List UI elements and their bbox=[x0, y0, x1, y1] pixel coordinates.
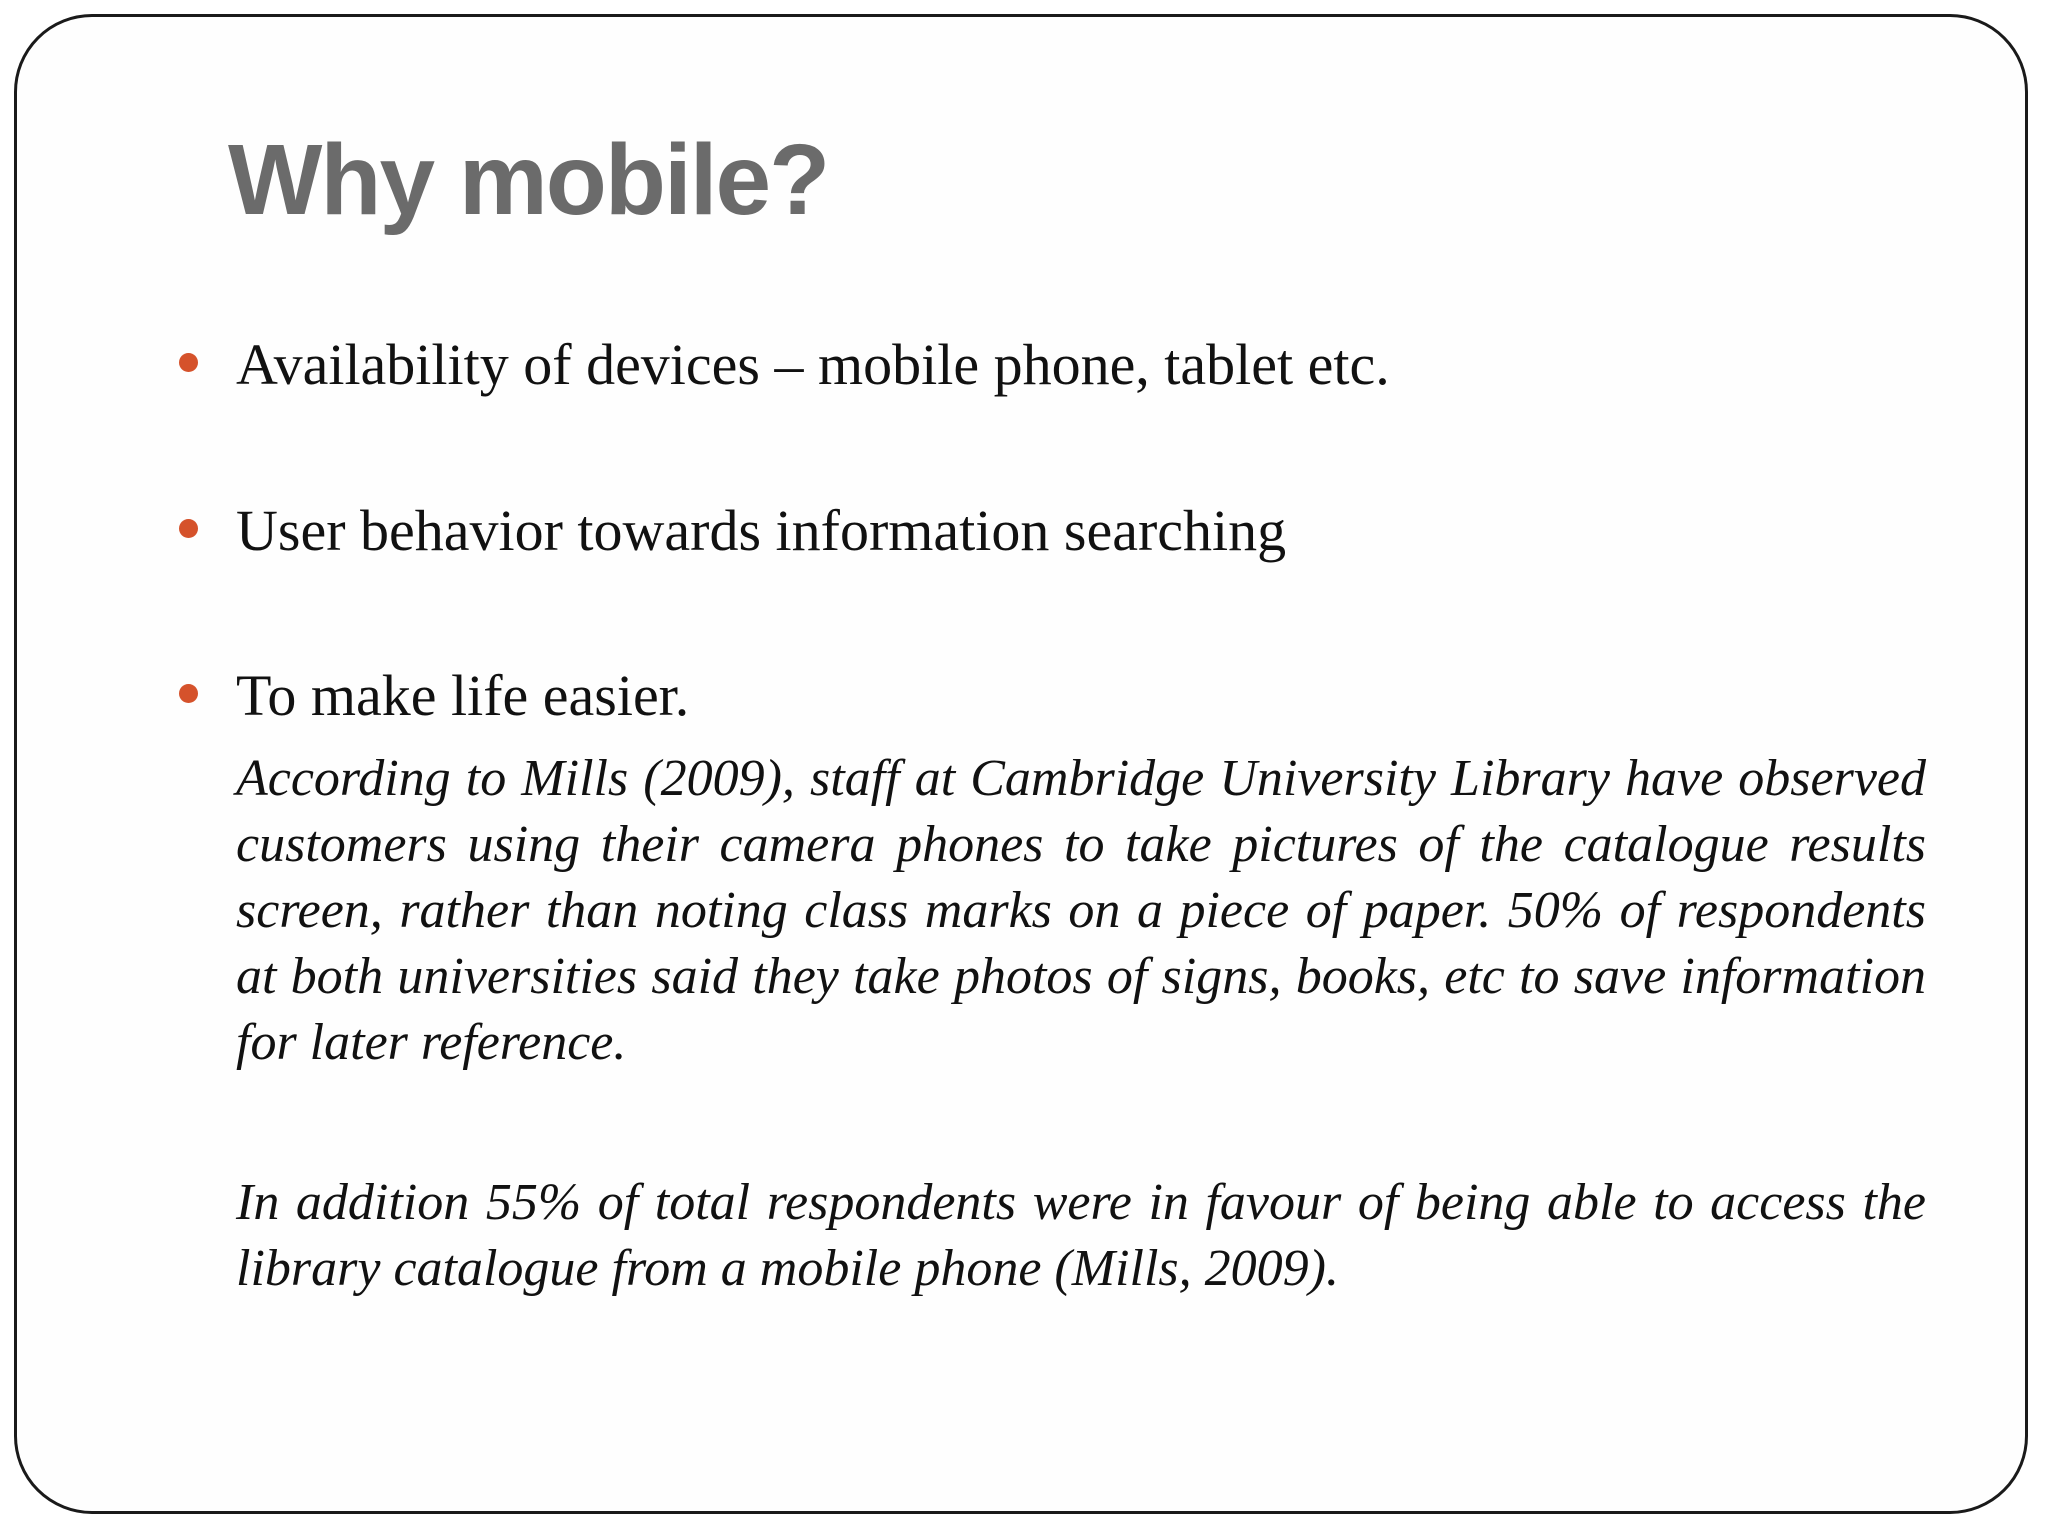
bullet-text: Availability of devices – mobile phone, tablet etc. bbox=[236, 332, 1390, 397]
bullet-dot-icon bbox=[179, 519, 198, 538]
bullet-text: To make life easier. bbox=[236, 663, 690, 728]
bullet-item-easier-life bbox=[0, 661, 2048, 731]
quote-paragraph-mills: According to Mills (2009), staff at Cambridge University Library have observed customers using their camera phones to take pictures of the catalogue results screen, rather than noting class marks on a piece of paper. 50% of respondents at both universities said they take photos of signs, books, etc to save information for later reference. bbox=[236, 750, 1926, 1071]
bullet-item-user-behavior bbox=[0, 496, 2048, 566]
bullet-dot-icon bbox=[179, 353, 198, 372]
slide-title: Why mobile? bbox=[228, 124, 829, 236]
bullet-dot-icon bbox=[179, 684, 198, 703]
bullet-text: User behavior towards information searching bbox=[236, 498, 1287, 563]
quote-paragraph-addition: In addition 55% of total respondents were in favour of being able to access the library catalogue from a mobile phone (Mills, 2009). bbox=[236, 1174, 1926, 1297]
bullet-item-devices bbox=[0, 330, 2048, 400]
